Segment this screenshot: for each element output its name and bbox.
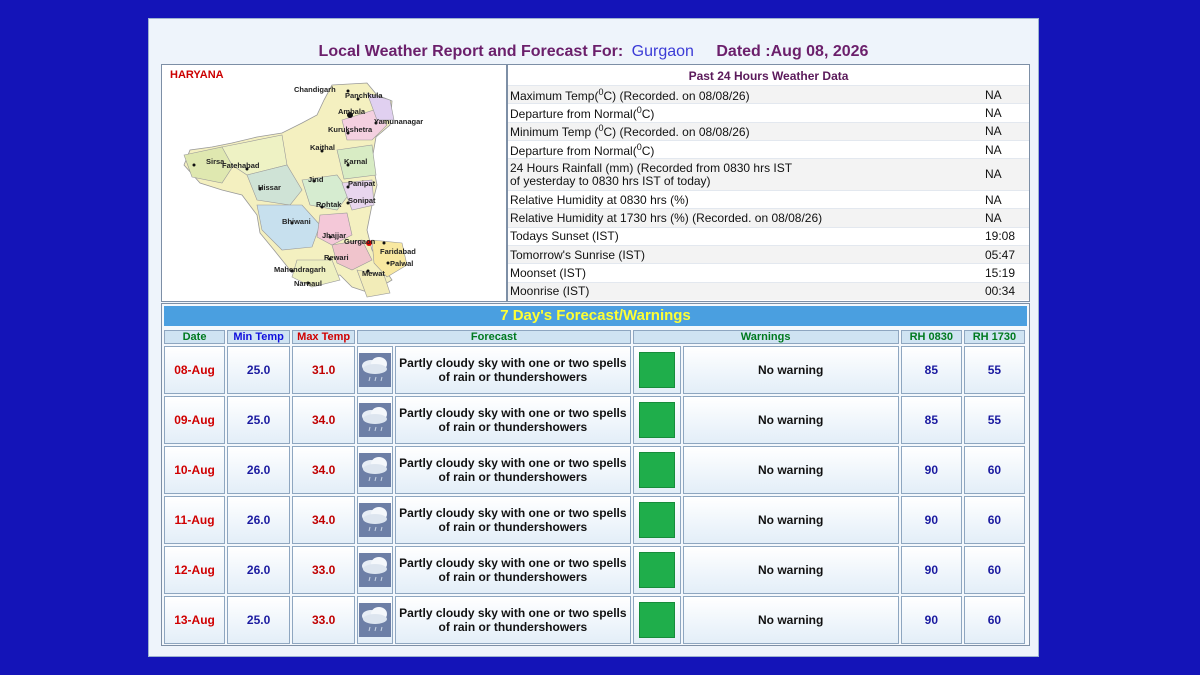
past-24h-row (508, 122, 1029, 140)
district-label: Mewat (362, 269, 385, 278)
warning-color-cell (633, 596, 681, 644)
forecast-date: 12-Aug (164, 546, 225, 594)
forecast-icon-cell (357, 496, 393, 544)
past-24h-row (508, 282, 1029, 300)
district-label: Bhiwani (282, 217, 311, 226)
district-label: Yamunanagar (374, 117, 424, 126)
district-label: Jhajjar (322, 231, 347, 240)
forecast-grid (162, 328, 1027, 646)
past-24h-label: Tomorrow's Sunrise (IST) (510, 247, 645, 262)
forecast-date: 13-Aug (164, 596, 225, 644)
district-label: Chandigarh (294, 85, 336, 94)
forecast-title: 7 Day's Forecast/Warnings (164, 306, 1027, 326)
forecast-row (164, 546, 1025, 594)
forecast-text: Partly cloudy sky with one or two spells of rain or thundershowers (395, 396, 630, 444)
past-24h-value: NA (985, 211, 1002, 226)
haryana-map (161, 64, 507, 302)
warning-color-cell (633, 346, 681, 394)
district-label: Ambala (338, 107, 366, 116)
forecast-date: 09-Aug (164, 396, 225, 444)
past-24h-value: 00:34 (985, 284, 1016, 299)
rain-cloud-icon (359, 603, 391, 637)
report-title: Local Weather Report and Forecast For: (318, 43, 624, 60)
forecast-row (164, 496, 1025, 544)
header-forecast: Forecast (357, 330, 630, 344)
district-label: Palwal (390, 259, 414, 268)
haryana-map-graphic (162, 65, 508, 303)
forecast-warning: No warning (683, 496, 899, 544)
report-header (149, 43, 1038, 61)
forecast-row (164, 596, 1025, 644)
past-24h-row (508, 263, 1029, 281)
forecast-icon-cell (357, 546, 393, 594)
city-name: Gurgaon (631, 43, 694, 60)
forecast-max-temp: 33.0 (292, 546, 355, 594)
header-min-temp: Min Temp (227, 330, 290, 344)
district-label: Rohtak (316, 200, 342, 209)
forecast-min-temp: 26.0 (227, 446, 290, 494)
forecast-warning: No warning (683, 446, 899, 494)
forecast-icon-cell (357, 446, 393, 494)
past-24h-table (507, 64, 1030, 302)
district-label: Rewari (324, 253, 349, 262)
forecast-icon-cell (357, 396, 393, 444)
forecast-rh-0830: 90 (901, 596, 962, 644)
rain-cloud-icon (359, 353, 391, 387)
forecast-date: 10-Aug (164, 446, 225, 494)
warning-color-square (639, 502, 675, 538)
past-24h-label: Moonset (IST) (510, 266, 587, 281)
forecast-rh-0830: 90 (901, 496, 962, 544)
forecast-max-temp: 31.0 (292, 346, 355, 394)
header-rh-1730: RH 1730 (964, 330, 1025, 344)
forecast-text: Partly cloudy sky with one or two spells of rain or thundershowers (395, 546, 630, 594)
state-label: HARYANA (170, 69, 224, 81)
forecast-warning: No warning (683, 596, 899, 644)
warning-color-cell (633, 446, 681, 494)
forecast-warning: No warning (683, 346, 899, 394)
past-24h-row (508, 208, 1029, 226)
forecast-date: 08-Aug (164, 346, 225, 394)
header-warnings: Warnings (633, 330, 899, 344)
past-24h-label: Relative Humidity at 1730 hrs (%) (Recorded. on 08/08/26) (510, 211, 823, 226)
rain-cloud-icon (359, 553, 391, 587)
forecast-rh-0830: 85 (901, 396, 962, 444)
warning-color-square (639, 352, 675, 388)
forecast-rh-0830: 90 (901, 546, 962, 594)
forecast-rh-1730: 60 (964, 496, 1025, 544)
forecast-warning: No warning (683, 396, 899, 444)
forecast-min-temp: 25.0 (227, 346, 290, 394)
header-date: Date (164, 330, 225, 344)
forecast-text: Partly cloudy sky with one or two spells of rain or thundershowers (395, 346, 630, 394)
forecast-max-temp: 34.0 (292, 496, 355, 544)
district-label: Sirsa (206, 157, 225, 166)
forecast-rh-1730: 60 (964, 546, 1025, 594)
district-label: Mahendragarh (274, 265, 326, 274)
forecast-body (164, 346, 1025, 644)
past-24h-row (508, 103, 1029, 121)
district-label: Panipat (348, 179, 376, 188)
past-24h-label: 24 Hours Rainfall (mm) (Recorded from 0830 hrs IST of yesterday to 0830 hrs IST of today) (510, 160, 793, 188)
forecast-rh-1730: 60 (964, 446, 1025, 494)
past-24h-row (508, 85, 1029, 103)
forecast-min-temp: 25.0 (227, 396, 290, 444)
past-24h-value: 19:08 (985, 229, 1016, 244)
forecast-max-temp: 33.0 (292, 596, 355, 644)
forecast-icon-cell (357, 596, 393, 644)
district-label: Hissar (258, 183, 281, 192)
past-24h-value: NA (985, 105, 1002, 120)
past-24h-label: Relative Humidity at 0830 hrs (%) (510, 192, 689, 207)
past-24h-title: Past 24 Hours Weather Data (688, 69, 849, 83)
past-24h-label: Todays Sunset (IST) (510, 229, 619, 244)
forecast-header-row (164, 330, 1025, 344)
warning-color-cell (633, 496, 681, 544)
warning-color-cell (633, 546, 681, 594)
forecast-rh-1730: 55 (964, 396, 1025, 444)
past-24h-label: Moonrise (IST) (510, 284, 590, 299)
district-label: Narnaul (294, 279, 322, 288)
forecast-warning: No warning (683, 546, 899, 594)
past-24h-row (508, 245, 1029, 263)
forecast-table (161, 303, 1030, 646)
past-24h-label: Departure from Normal($^0$C) (510, 104, 655, 121)
forecast-text: Partly cloudy sky with one or two spells of rain or thundershowers (395, 596, 630, 644)
past-24h-value: NA (985, 124, 1002, 139)
district-label: Faridabad (380, 247, 416, 256)
forecast-rh-0830: 90 (901, 446, 962, 494)
past-24h-rows (508, 85, 1029, 300)
past-24h-row (508, 140, 1029, 158)
district-label: Fatehabad (222, 161, 260, 170)
district-label: Sonipat (348, 196, 376, 205)
dated-value: Aug 08, 2026 (770, 43, 869, 60)
forecast-rh-1730: 60 (964, 596, 1025, 644)
rain-cloud-icon (359, 503, 391, 537)
district-label: Jind (308, 175, 324, 184)
past-24h-row (508, 227, 1029, 245)
forecast-row (164, 346, 1025, 394)
warning-color-square (639, 602, 675, 638)
past-24h-label: Minimum Temp ($^0$C) (Recorded. on 08/08/26) (510, 123, 750, 140)
warning-color-square (639, 402, 675, 438)
forecast-min-temp: 26.0 (227, 546, 290, 594)
forecast-icon-cell (357, 346, 393, 394)
warning-color-square (639, 552, 675, 588)
district-label: Kaithal (310, 143, 336, 152)
rain-cloud-icon (359, 453, 391, 487)
forecast-rh-1730: 55 (964, 346, 1025, 394)
past-24h-value: NA (985, 192, 1002, 207)
forecast-max-temp: 34.0 (292, 446, 355, 494)
forecast-row (164, 396, 1025, 444)
forecast-row (164, 446, 1025, 494)
past-24h-value: 15:19 (985, 266, 1016, 281)
dated-label: Dated : (716, 43, 771, 60)
district-label: Gurgaon (344, 237, 376, 246)
forecast-max-temp: 34.0 (292, 396, 355, 444)
past-24h-value: 05:47 (985, 247, 1016, 262)
past-24h-label: Departure from Normal($^0$C) (510, 141, 655, 158)
district-label: Panchkula (345, 91, 383, 100)
past-24h-value: NA (985, 87, 1002, 102)
forecast-text: Partly cloudy sky with one or two spells of rain or thundershowers (395, 446, 630, 494)
past-24h-value: NA (985, 142, 1002, 157)
warning-color-square (639, 452, 675, 488)
forecast-min-temp: 26.0 (227, 496, 290, 544)
past-24h-row (508, 158, 1029, 190)
forecast-text: Partly cloudy sky with one or two spells of rain or thundershowers (395, 496, 630, 544)
report-panel (148, 18, 1039, 657)
district-label: Kurukshetra (328, 125, 373, 134)
rain-cloud-icon (359, 403, 391, 437)
forecast-min-temp: 25.0 (227, 596, 290, 644)
header-rh-0830: RH 0830 (901, 330, 962, 344)
past-24h-value: NA (985, 167, 1002, 182)
past-24h-row (508, 190, 1029, 208)
forecast-rh-0830: 85 (901, 346, 962, 394)
header-max-temp: Max Temp (292, 330, 355, 344)
district-label: Karnal (344, 157, 368, 166)
past-24h-label: Maximum Temp($^0$C) (Recorded. on 08/08/26) (510, 86, 750, 103)
warning-color-cell (633, 396, 681, 444)
forecast-date: 11-Aug (164, 496, 225, 544)
